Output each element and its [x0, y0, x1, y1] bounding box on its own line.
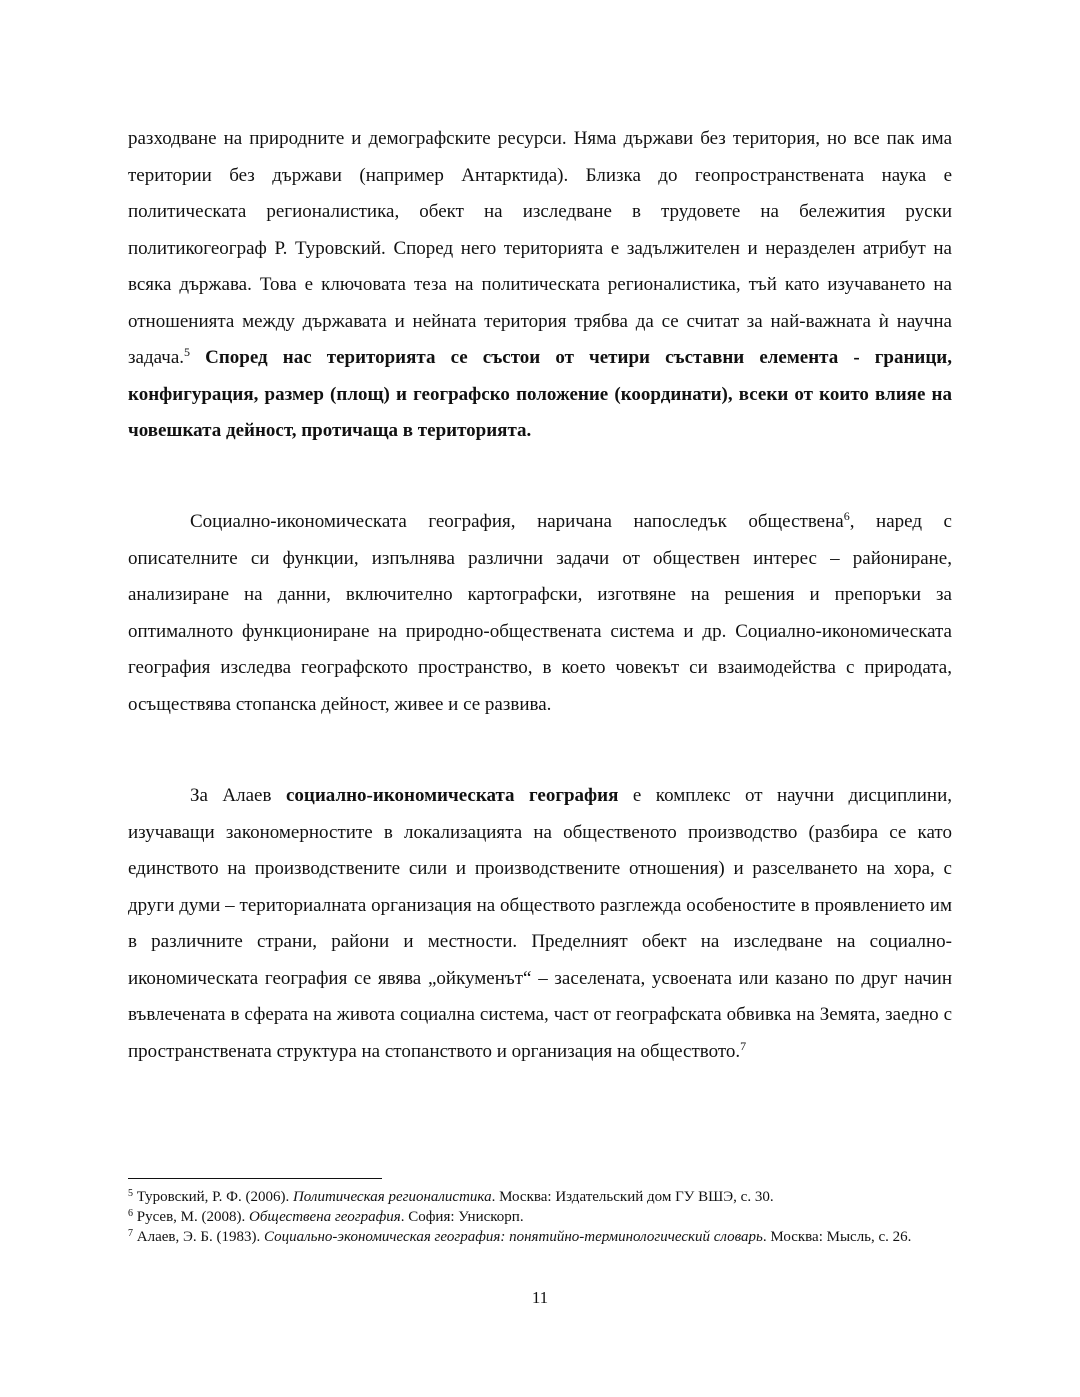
page-number: 11 [531, 1288, 549, 1307]
footnote-text: Туровский, Р. Ф. (2006). [136, 1189, 290, 1205]
footnote-text: . Москва: Мысль, с. 26. [762, 1229, 912, 1245]
footnote-text: . Москва: Издательский дом ГУ ВШЭ, с. 30. [491, 1189, 774, 1205]
paragraph-3 [128, 778, 952, 1070]
footnote-number: 6 [128, 1208, 133, 1219]
paragraph-3-bold-term: социално-икономическата география [285, 785, 619, 806]
footnote-text: Русев, М. (2008). [136, 1209, 246, 1225]
paragraph-2-text-a: Социално-икономическата география, наричана напоследък обществена [190, 511, 844, 532]
footnote-title: Обществена география [249, 1209, 401, 1225]
footnote-7 [128, 1227, 952, 1247]
footnote-text: Алаев, Э. Б. (1983). [136, 1229, 261, 1245]
footnote-ref-5: 5 [184, 345, 191, 359]
footnote-number: 7 [128, 1228, 133, 1239]
footnote-title: Социально-экономическая география: понятийно-терминологический словарь [263, 1229, 763, 1245]
footnote-separator [128, 1178, 382, 1179]
footnote-6 [128, 1207, 952, 1227]
paragraph-3-text-b: е комплекс от научни дисциплини, изучаващи закономерностите в локализацията на общественото производство (разбира се като единството на производствените сили и производствените отношения) и разселването на хора, с други думи – териториалната организация на обществото разглежда особеностите в проявлението им в различните страни, райони и местности. Пределният обект на изследване на социално-икономическата география се явява „ойкуменът“ – заселената, усвоената или казано по друг начин въвлечената в сферата на живота социална система, част от географската обвивка на Земята, заедно с пространствената структура на стопанството и организация на обществото. [128, 785, 953, 1062]
footnote-ref-7: 7 [740, 1038, 747, 1053]
paragraph-1-bold-statement: Според нас територията се състои от четири съставни елемента - граници, конфигурация, размер (площ) и географско положение (координати), всеки от които влияе на човешката дейност, протичаща в територията. [128, 347, 953, 441]
footnote-ref-6: 6 [843, 509, 850, 523]
footnote-number: 5 [128, 1188, 133, 1199]
footnote-title: Политическая регионалистика [292, 1189, 492, 1205]
footnotes-section [128, 1187, 952, 1247]
paragraph-2-text-b: , наред с описателните си функции, изпълнява различни задачи от обществен интерес – райониране, анализиране на данни, включително картографски, изготвяне на решения и препоръки за оптималното функциониране на природно-обществената система и др. Социално-икономическата география изследва географското пространство, в което човекът си взаимодейства с природата, осъществява стопанска дейност, живее и се развива. [128, 511, 952, 715]
paragraph-1-text: разходване на природните и демографските ресурси. Няма държави без територия, но все пак има територии без държави (например Антарктида). Близка до геопространствената наука е политическата регионалистика, обект на изследване в трудовете на бележития руски политикогеограф Р. Туровский. Според него територията е задължителен и неразделен атрибут на всяка държава. Това е ключовата теза на политическата регионалистика, тъй като изучаването на отношенията между държавата и нейната територия трябва да се считат за най-важната ѝ научна задача. [128, 128, 952, 368]
paragraph-1 [128, 121, 952, 450]
footnote-text: . София: Унискорп. [400, 1209, 524, 1225]
paragraph-2 [128, 504, 952, 723]
footnote-5 [128, 1187, 952, 1207]
paragraph-3-text-a: За Алаев [190, 785, 272, 806]
